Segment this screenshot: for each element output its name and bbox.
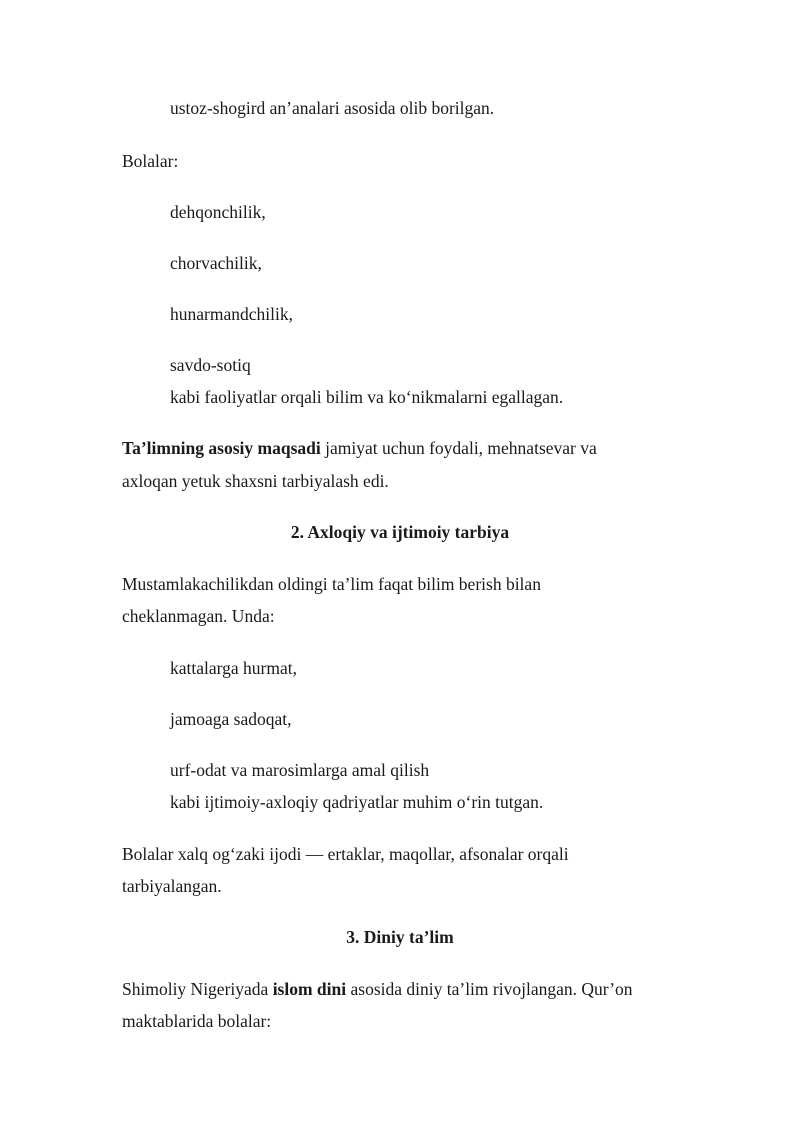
goal-rest-text: jamiyat uchun foydali, mehnatsevar va — [320, 438, 597, 458]
section-heading: 2. Axloqiy va ijtimoiy tarbiya — [290, 522, 510, 542]
children-label: Bolalar: — [122, 151, 179, 171]
section3-intro-suffix: asosida diniy ta’lim rivojlangan. Qur’on — [346, 979, 633, 999]
section3-intro-prefix: Shimoliy Nigeriyada — [122, 979, 273, 999]
activity-item: dehqonchilik, — [170, 202, 266, 222]
section3-intro-line2: maktablarida bolalar: — [122, 1011, 272, 1031]
islam-bold-phrase: islom dini — [272, 979, 347, 999]
value-item: kattalarga hurmat, — [170, 658, 297, 678]
activities-summary: kabi faoliyatlar orqali bilim va ko‘nikmalarni egallagan. — [170, 387, 564, 407]
folklore-line2: tarbiyalangan. — [122, 876, 222, 896]
section2-intro-line1: Mustamlakachilikdan oldingi ta’lim faqat bilim berish bilan — [122, 574, 541, 594]
activity-item: savdo-sotiq — [170, 355, 251, 375]
tradition-continuation: ustoz-shogird an’analari asosida olib borilgan. — [170, 98, 495, 118]
folklore-line1: Bolalar xalq og‘zaki ijodi — ertaklar, maqollar, afsonalar orqali — [122, 844, 569, 864]
values-summary: kabi ijtimoiy-axloqiy qadriyatlar muhim o‘rin tutgan. — [170, 792, 544, 812]
section-heading: 3. Diniy ta’lim — [346, 927, 454, 947]
activity-item: hunarmandchilik, — [170, 304, 293, 324]
section2-intro-line2: cheklanmagan. Unda: — [122, 606, 275, 626]
goal-paragraph-line1 — [122, 438, 597, 459]
activity-item: chorvachilik, — [170, 253, 262, 273]
value-item: urf-odat va marosimlarga amal qilish — [170, 760, 430, 780]
goal-paragraph-line2: axloqan yetuk shaxsni tarbiyalash edi. — [122, 471, 389, 491]
value-item: jamoaga sadoqat, — [170, 709, 292, 729]
section3-intro-line1 — [122, 979, 633, 1000]
goal-bold-phrase: Ta’limning asosiy maqsadi — [122, 438, 321, 458]
